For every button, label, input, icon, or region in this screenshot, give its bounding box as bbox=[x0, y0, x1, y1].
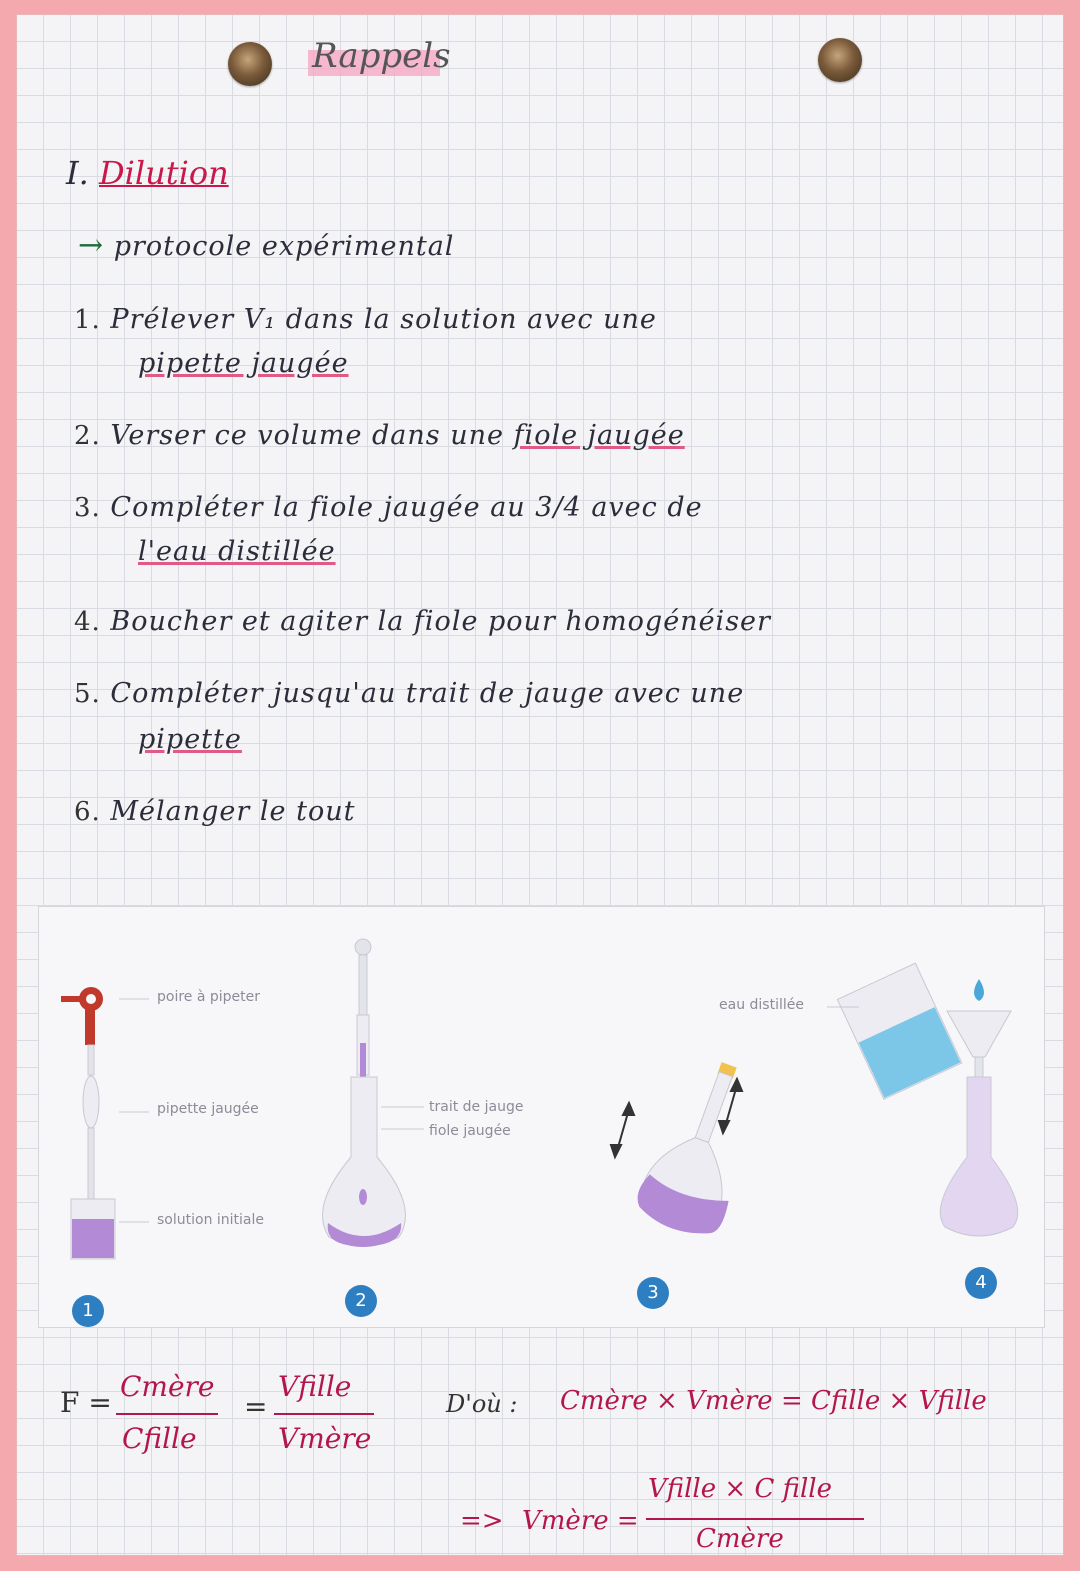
dilution-factor-label: F = bbox=[60, 1386, 112, 1419]
subheading-text: protocole expérimental bbox=[113, 231, 455, 262]
step-5 bbox=[74, 678, 744, 709]
label-volumetric-flask: fiole jaugée bbox=[429, 1123, 511, 1139]
page-title: Rappels bbox=[312, 36, 451, 76]
dilution-illustration bbox=[38, 906, 1045, 1328]
binder-hole-right bbox=[818, 38, 862, 82]
step-text-highlight: fiole jaugée bbox=[513, 420, 685, 451]
step-2 bbox=[74, 420, 685, 451]
step-badge-4: 4 bbox=[965, 1267, 997, 1299]
step-number: 4. bbox=[74, 607, 101, 637]
step-5-continued: pipette bbox=[138, 724, 242, 755]
label-gauge-mark: trait de jauge bbox=[429, 1099, 524, 1115]
numerator-c-mere: Cmère bbox=[120, 1370, 215, 1403]
v-mere-lhs: Vmère = bbox=[522, 1506, 639, 1536]
step-3 bbox=[74, 492, 703, 523]
volumetric-flask-icon bbox=[323, 1077, 406, 1247]
arrow-right-icon: → bbox=[78, 228, 105, 263]
pipette-pump-icon bbox=[61, 987, 103, 1045]
step-4 bbox=[74, 606, 771, 637]
step-3-continued: l'eau distillée bbox=[138, 536, 336, 567]
fraction-bar bbox=[116, 1413, 218, 1415]
fraction-bar bbox=[274, 1413, 374, 1415]
label-pipette-bulb: poire à pipeter bbox=[157, 989, 261, 1005]
step-number: 6. bbox=[74, 797, 101, 827]
step-badge-1: 1 bbox=[72, 1295, 104, 1327]
section-numeral: I. bbox=[66, 154, 89, 192]
shaken-flask-icon bbox=[631, 1051, 774, 1244]
product-equation: Cmère × Vmère = Cfille × Vfille bbox=[560, 1386, 987, 1416]
pipette-icon bbox=[83, 1045, 99, 1208]
step-number: 5. bbox=[74, 679, 101, 709]
label-volumetric-pipette: pipette jaugée bbox=[157, 1101, 259, 1117]
step-1 bbox=[74, 304, 657, 335]
step-number: 2. bbox=[74, 421, 101, 451]
notebook-page bbox=[16, 14, 1064, 1556]
step-text: Prélever V₁ dans la solution avec une bbox=[110, 304, 657, 335]
denominator-c-fille: Cfille bbox=[122, 1422, 197, 1455]
section-name: Dilution bbox=[98, 154, 229, 192]
binder-hole-left bbox=[228, 42, 272, 86]
step-1-continued: pipette jaugée bbox=[138, 348, 349, 379]
step-text: Boucher et agiter la fiole pour homogénéiser bbox=[110, 606, 771, 637]
water-beaker-icon bbox=[837, 963, 961, 1099]
step-text: Compléter jusqu'au trait de jauge avec une bbox=[110, 678, 745, 709]
beaker-icon bbox=[71, 1199, 115, 1259]
denominator-v-mere: Vmère bbox=[278, 1422, 372, 1455]
fraction-bar bbox=[646, 1518, 864, 1520]
step-6 bbox=[74, 796, 355, 827]
step-badge-3: 3 bbox=[637, 1277, 669, 1309]
subheading bbox=[78, 228, 454, 263]
step-text: Compléter la fiole jaugée au 3/4 avec de bbox=[110, 492, 703, 523]
filled-flask-icon bbox=[940, 1077, 1017, 1236]
step-number: 3. bbox=[74, 493, 101, 523]
water-drop-icon bbox=[974, 979, 984, 1001]
step-text: Mélanger le tout bbox=[110, 796, 356, 827]
therefore-label: D'où : bbox=[446, 1390, 518, 1418]
result-numerator: Vfille × C fille bbox=[648, 1474, 832, 1504]
step-text: Verser ce volume dans une bbox=[110, 420, 514, 451]
step-number: 1. bbox=[74, 305, 101, 335]
label-distilled-water: eau distillée bbox=[719, 997, 804, 1013]
dilution-drawing bbox=[39, 907, 1044, 1327]
result-denominator: Cmère bbox=[696, 1524, 784, 1554]
equals-sign: = bbox=[244, 1390, 268, 1423]
implies-arrow: => bbox=[460, 1506, 504, 1536]
numerator-v-fille: Vfille bbox=[278, 1370, 352, 1403]
step-badge-2: 2 bbox=[345, 1285, 377, 1317]
label-initial-solution: solution initiale bbox=[157, 1212, 265, 1228]
section-heading bbox=[66, 154, 229, 192]
